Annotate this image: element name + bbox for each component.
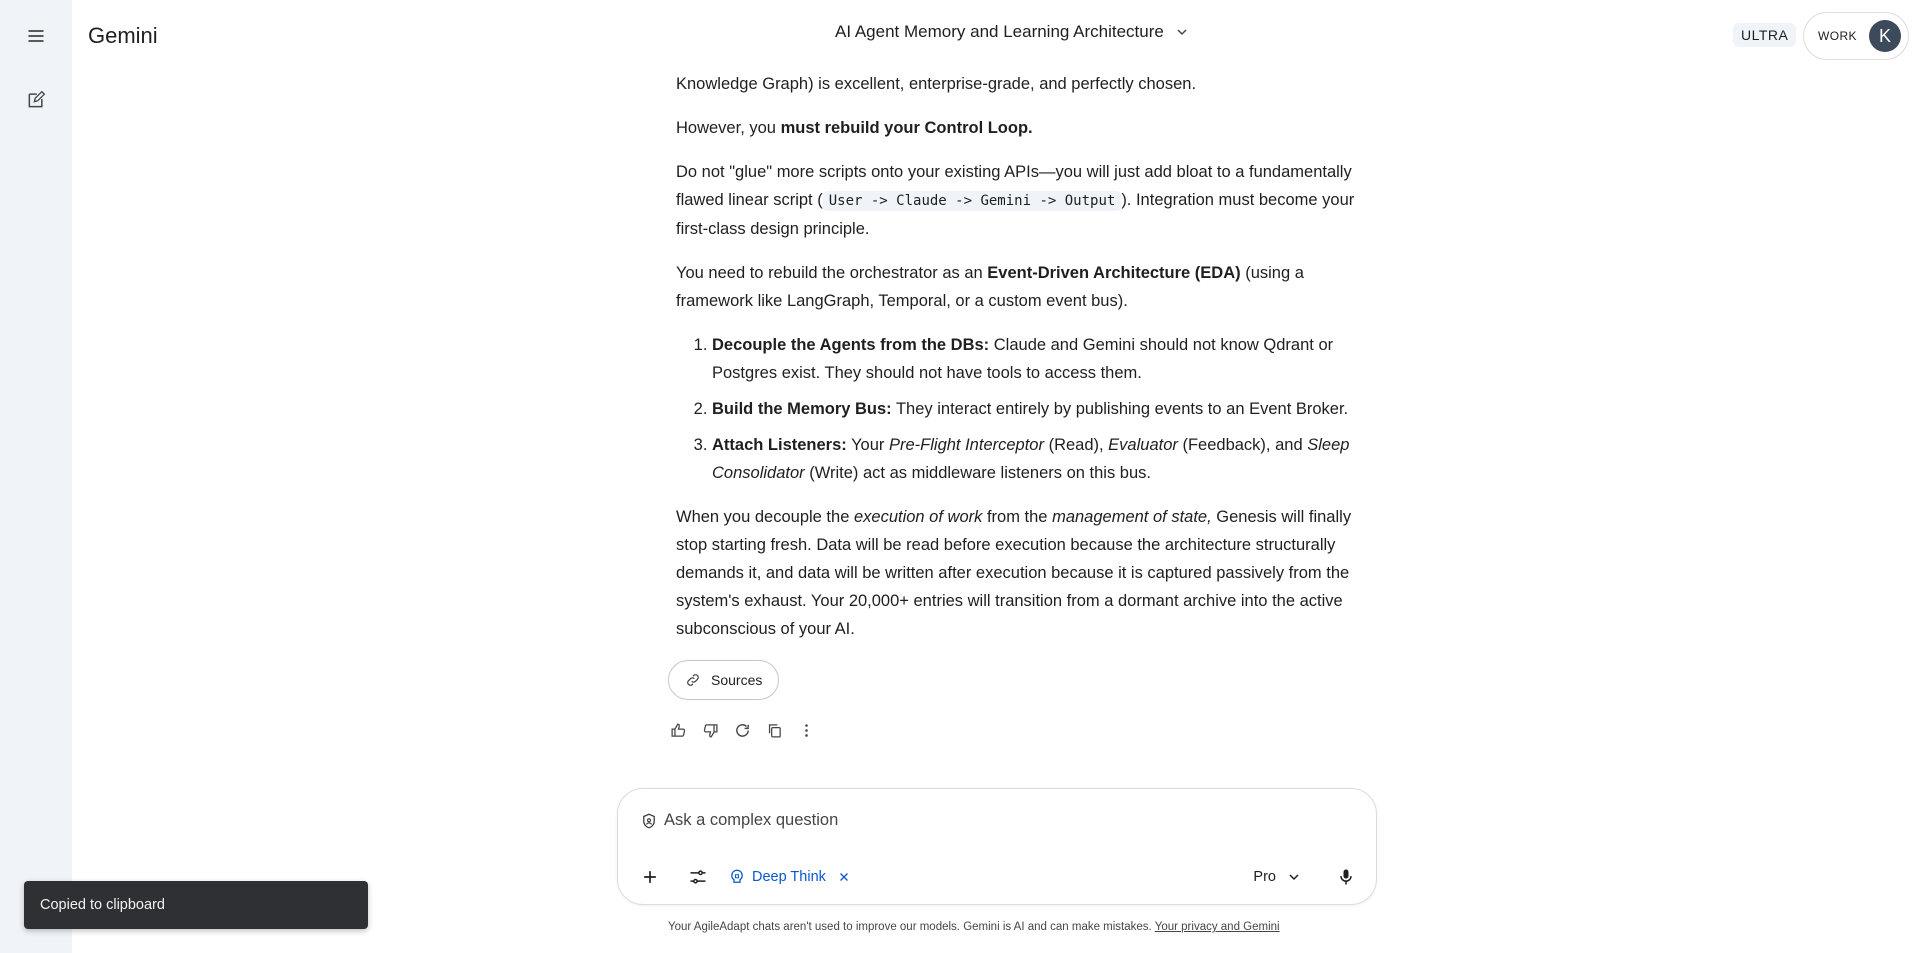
conversation-title: AI Agent Memory and Learning Architecture — [835, 22, 1164, 41]
chevron-down-icon — [1174, 24, 1190, 40]
thumb-down-icon — [702, 722, 719, 739]
prompt-input[interactable] — [664, 811, 1264, 830]
copy-icon — [766, 722, 783, 739]
refresh-icon — [734, 722, 751, 739]
response-paragraph: Knowledge Graph) is excellent, enterprise-grade, and perfectly chosen. — [676, 75, 1197, 93]
response-paragraph: Do not "glue" more scripts onto your existing APIs—you will just add bloat to a fundamentally flawed linear script ( User -> Claude -> Gemini -> Output ). Integration must become your first-class design principle. — [676, 163, 1355, 238]
plus-icon — [640, 867, 660, 887]
thumb-up-icon — [670, 722, 687, 739]
account-switcher[interactable] — [1803, 12, 1909, 60]
more-options-button[interactable] — [794, 718, 818, 742]
response-paragraph: You need to rebuild the orchestrator as an Event-Driven Architecture (EDA) (using a framework like LangGraph, Temporal, or a custom event bus). — [676, 264, 1304, 310]
tools-button[interactable] — [680, 859, 716, 895]
tune-icon — [688, 867, 708, 887]
deep-think-chip[interactable] — [728, 868, 826, 886]
response-actions — [666, 718, 818, 742]
copy-button[interactable] — [762, 718, 786, 742]
menu-icon — [26, 26, 46, 46]
list-item: 3. Attach Listeners: Your Pre-Flight Interceptor (Read), Evaluator (Feedback), and Sleep Consolidator (Write) act as middleware listeners on this bus. — [712, 431, 1362, 487]
conversation-title-dropdown[interactable] — [835, 22, 1190, 42]
microphone-button[interactable] — [1330, 861, 1362, 893]
response-paragraph: When you decouple the execution of work from the management of state, Genesis will finally stop starting fresh. Data will be read before execution because the architecture structurally demands it, and data will be written after execution because it is captured passively from the system's exhaust. Your 20,000+ entries will transition from a dormant archive into the active subconscious of your AI. — [676, 508, 1352, 638]
shield-icon — [640, 812, 658, 830]
response-body — [676, 70, 1362, 659]
model-label: Pro — [1253, 869, 1276, 885]
list-item: 1. Decouple the Agents from the DBs: Claude and Gemini should not know Qdrant or Postgres exist. They should not have tools to access them. — [712, 331, 1362, 387]
add-attachment-button[interactable] — [632, 859, 668, 895]
mic-icon — [1336, 867, 1356, 887]
sources-button[interactable] — [668, 660, 779, 700]
numbered-list — [676, 331, 1362, 487]
deep-think-label: Deep Think — [752, 869, 826, 885]
close-icon — [838, 871, 850, 883]
disclaimer: Your AgileAdapt chats aren't used to improve our models. Gemini is AI and can make mistakes. Your privacy and Gemini — [668, 921, 1280, 933]
prompt-composer — [617, 788, 1377, 905]
sources-label: Sources — [711, 672, 763, 688]
chevron-down-icon — [1286, 869, 1302, 885]
list-item: 2. Build the Memory Bus: They interact entirely by publishing events to an Event Broker. — [712, 395, 1362, 423]
deep-think-icon — [728, 868, 746, 886]
response-paragraph: However, you must rebuild your Control Loop. — [676, 119, 1033, 137]
side-rail — [0, 0, 72, 953]
regenerate-button[interactable] — [730, 718, 754, 742]
bad-response-button[interactable] — [698, 718, 722, 742]
good-response-button[interactable] — [666, 718, 690, 742]
privacy-link[interactable]: Your privacy and Gemini — [1154, 921, 1280, 933]
account-label: WORK — [1818, 29, 1857, 43]
prompt-row — [640, 811, 1264, 830]
more-vert-icon — [798, 722, 815, 739]
link-icon — [685, 672, 701, 688]
gemini-brand[interactable]: Gemini — [88, 23, 158, 48]
model-selector[interactable] — [1253, 869, 1302, 885]
new-chat-button[interactable] — [16, 80, 56, 120]
main-menu-button[interactable] — [16, 16, 56, 56]
edit-icon — [26, 90, 46, 110]
avatar: K — [1869, 20, 1901, 52]
inline-code: User -> Claude -> Gemini -> Output — [823, 191, 1122, 211]
plan-badge: ULTRA — [1733, 23, 1796, 47]
remove-deep-think-button[interactable] — [836, 869, 852, 885]
composer-toolbar — [632, 859, 1362, 895]
snackbar-toast: Copied to clipboard — [24, 881, 368, 929]
